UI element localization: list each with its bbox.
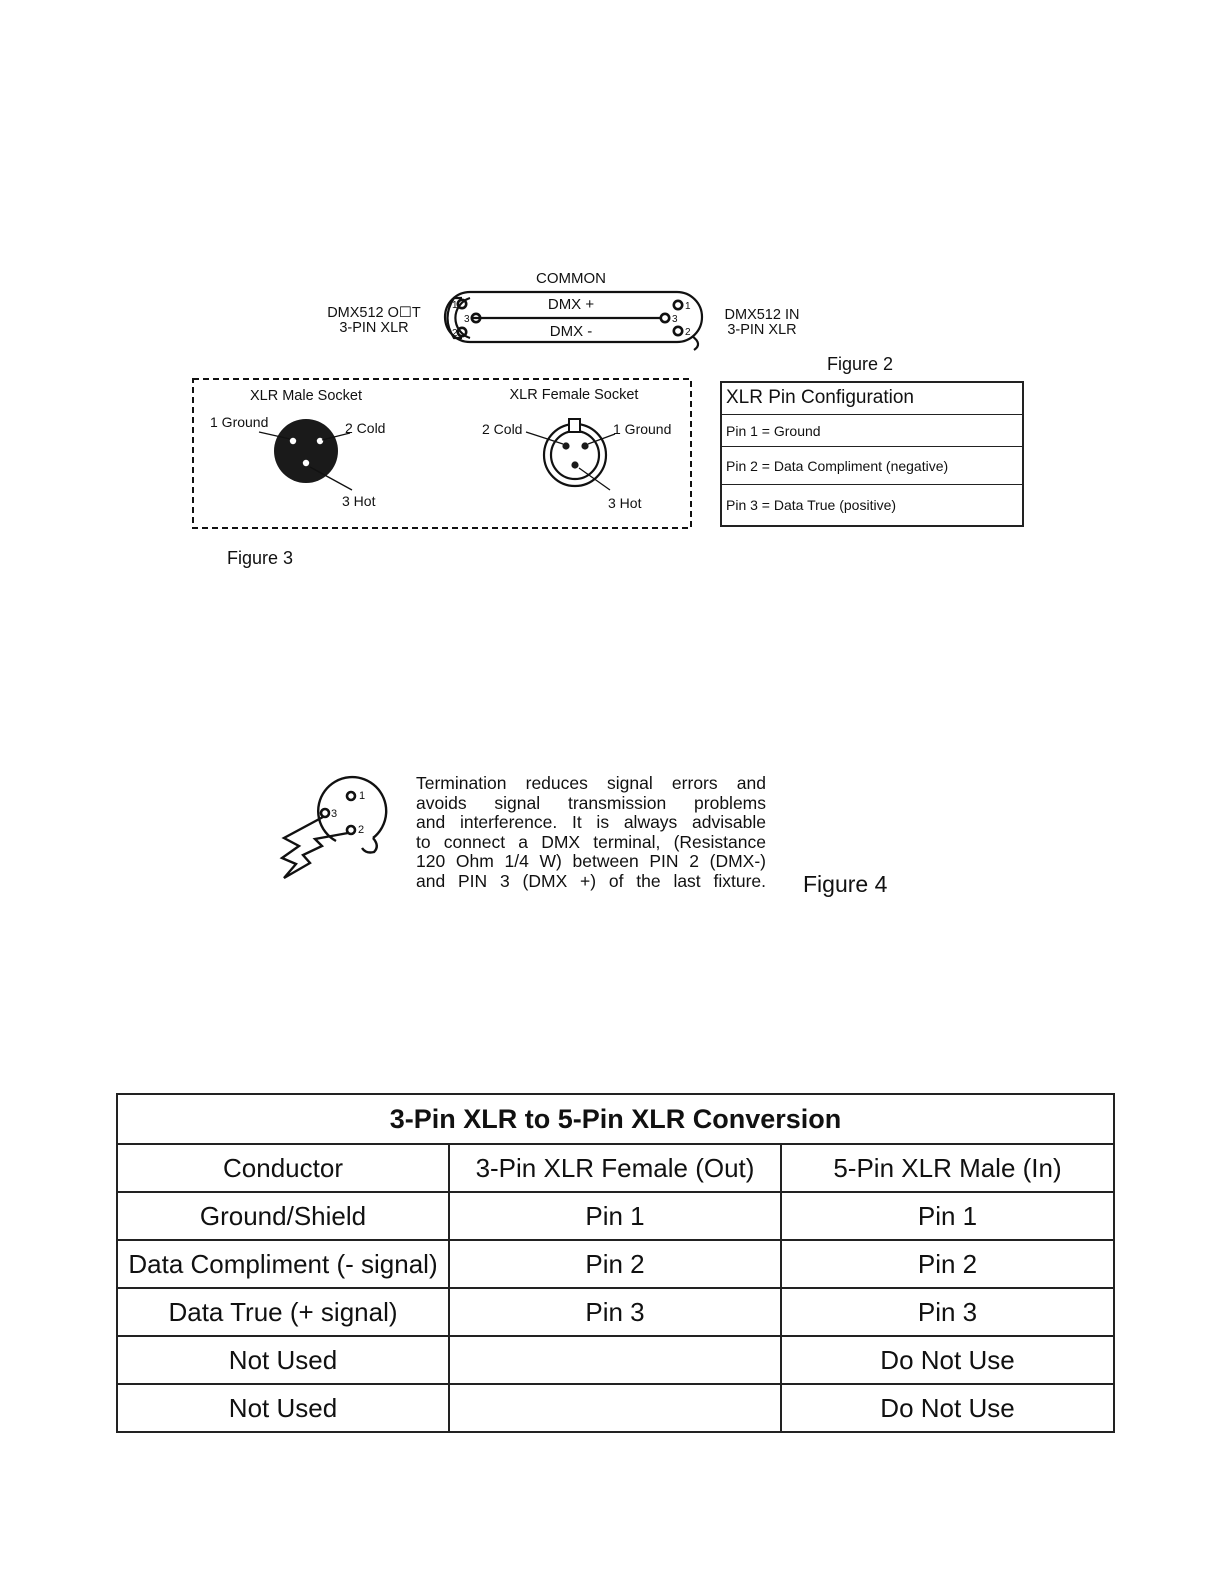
header-3pin-female: 3-Pin XLR Female (Out)	[449, 1144, 781, 1192]
male-socket-icon	[259, 419, 352, 490]
right-pin-3: 3	[672, 314, 678, 325]
right-pin-1: 1	[685, 301, 691, 312]
common-label: COMMON	[536, 270, 606, 287]
term-pin-2: 2	[358, 824, 365, 836]
conversion-table-title: 3-Pin XLR to 5-Pin XLR Conversion	[117, 1094, 1114, 1144]
header-conductor: Conductor	[117, 1144, 449, 1192]
table-row	[117, 1288, 1114, 1336]
termination-line: and interference. It is always advisable	[416, 812, 766, 832]
conductor-cell: Data Compliment (- signal)	[117, 1240, 449, 1288]
right-pin-2: 2	[685, 327, 691, 338]
male-pin-cold: 2 Cold	[345, 420, 386, 436]
in-label-line1: DMX512 IN	[724, 307, 800, 323]
conductor-cell: Data True (+ signal)	[117, 1288, 449, 1336]
left-pin-2: 2	[452, 328, 458, 339]
conversion-table	[116, 1093, 1115, 1433]
pin-config-row: Pin 3 = Data True (positive)	[722, 484, 1022, 525]
pin5-cell: Pin 3	[781, 1288, 1114, 1336]
figure-4-caption: Figure 4	[803, 871, 888, 897]
male-socket-title: XLR Male Socket	[249, 388, 363, 404]
figure-3-caption: Figure 3	[227, 548, 294, 568]
figure-2-caption: Figure 2	[827, 354, 894, 374]
table-row	[117, 1336, 1114, 1384]
header-5pin-male: 5-Pin XLR Male (In)	[781, 1144, 1114, 1192]
pin5-cell: Do Not Use	[781, 1384, 1114, 1432]
pin3-cell	[449, 1336, 781, 1384]
conductor-cell: Not Used	[117, 1336, 449, 1384]
male-pin-hot: 3 Hot	[342, 493, 376, 509]
male-pin-ground: 1 Ground	[210, 414, 269, 430]
pin3-cell: Pin 3	[449, 1288, 781, 1336]
pin3-cell: Pin 2	[449, 1240, 781, 1288]
conductor-cell: Ground/Shield	[117, 1192, 449, 1240]
pin5-cell: Do Not Use	[781, 1336, 1114, 1384]
term-pin-1: 1	[359, 790, 366, 802]
termination-description	[416, 774, 766, 891]
female-socket-title: XLR Female Socket	[509, 387, 639, 403]
conductor-cell: Not Used	[117, 1384, 449, 1432]
female-pin-hot: 3 Hot	[608, 495, 642, 511]
out-label-line2: 3-PIN XLR	[339, 320, 409, 336]
table-row	[117, 1192, 1114, 1240]
dmx-cable-diagram	[0, 0, 1225, 600]
pin-config-title: XLR Pin Configuration	[726, 387, 914, 408]
termination-line: and PIN 3 (DMX +) of the last fixture.	[416, 870, 766, 891]
pin5-cell: Pin 1	[781, 1192, 1114, 1240]
dmx-minus-label: DMX -	[549, 323, 593, 340]
left-pin-1: 1	[452, 300, 458, 311]
term-pin-3: 3	[331, 808, 338, 820]
left-pin-3: 3	[464, 314, 470, 325]
terminator-icon	[270, 770, 400, 900]
female-pin-ground: 1 Ground	[613, 421, 672, 437]
pin-config-row: Pin 2 = Data Compliment (negative)	[722, 446, 1022, 484]
table-row	[117, 1240, 1114, 1288]
out-label-line1: DMX512 O☐T	[327, 305, 421, 321]
termination-line: 120 Ohm 1/4 W) between PIN 2 (DMX-)	[416, 851, 766, 871]
pin3-cell: Pin 1	[449, 1192, 781, 1240]
in-label-line2: 3-PIN XLR	[727, 322, 797, 338]
female-socket-icon	[526, 419, 615, 490]
female-pin-cold: 2 Cold	[482, 421, 523, 437]
pin3-cell	[449, 1384, 781, 1432]
table-row	[117, 1384, 1114, 1432]
pin-config-table	[720, 381, 1024, 527]
pin5-cell: Pin 2	[781, 1240, 1114, 1288]
termination-line: Termination reduces signal errors and	[416, 773, 766, 793]
termination-line: avoids signal transmission problems	[416, 792, 766, 813]
termination-line: to connect a DMX terminal, (Resistance	[416, 831, 766, 852]
pin-config-row: Pin 1 = Ground	[722, 414, 1022, 446]
dmx-plus-label: DMX +	[547, 296, 595, 313]
